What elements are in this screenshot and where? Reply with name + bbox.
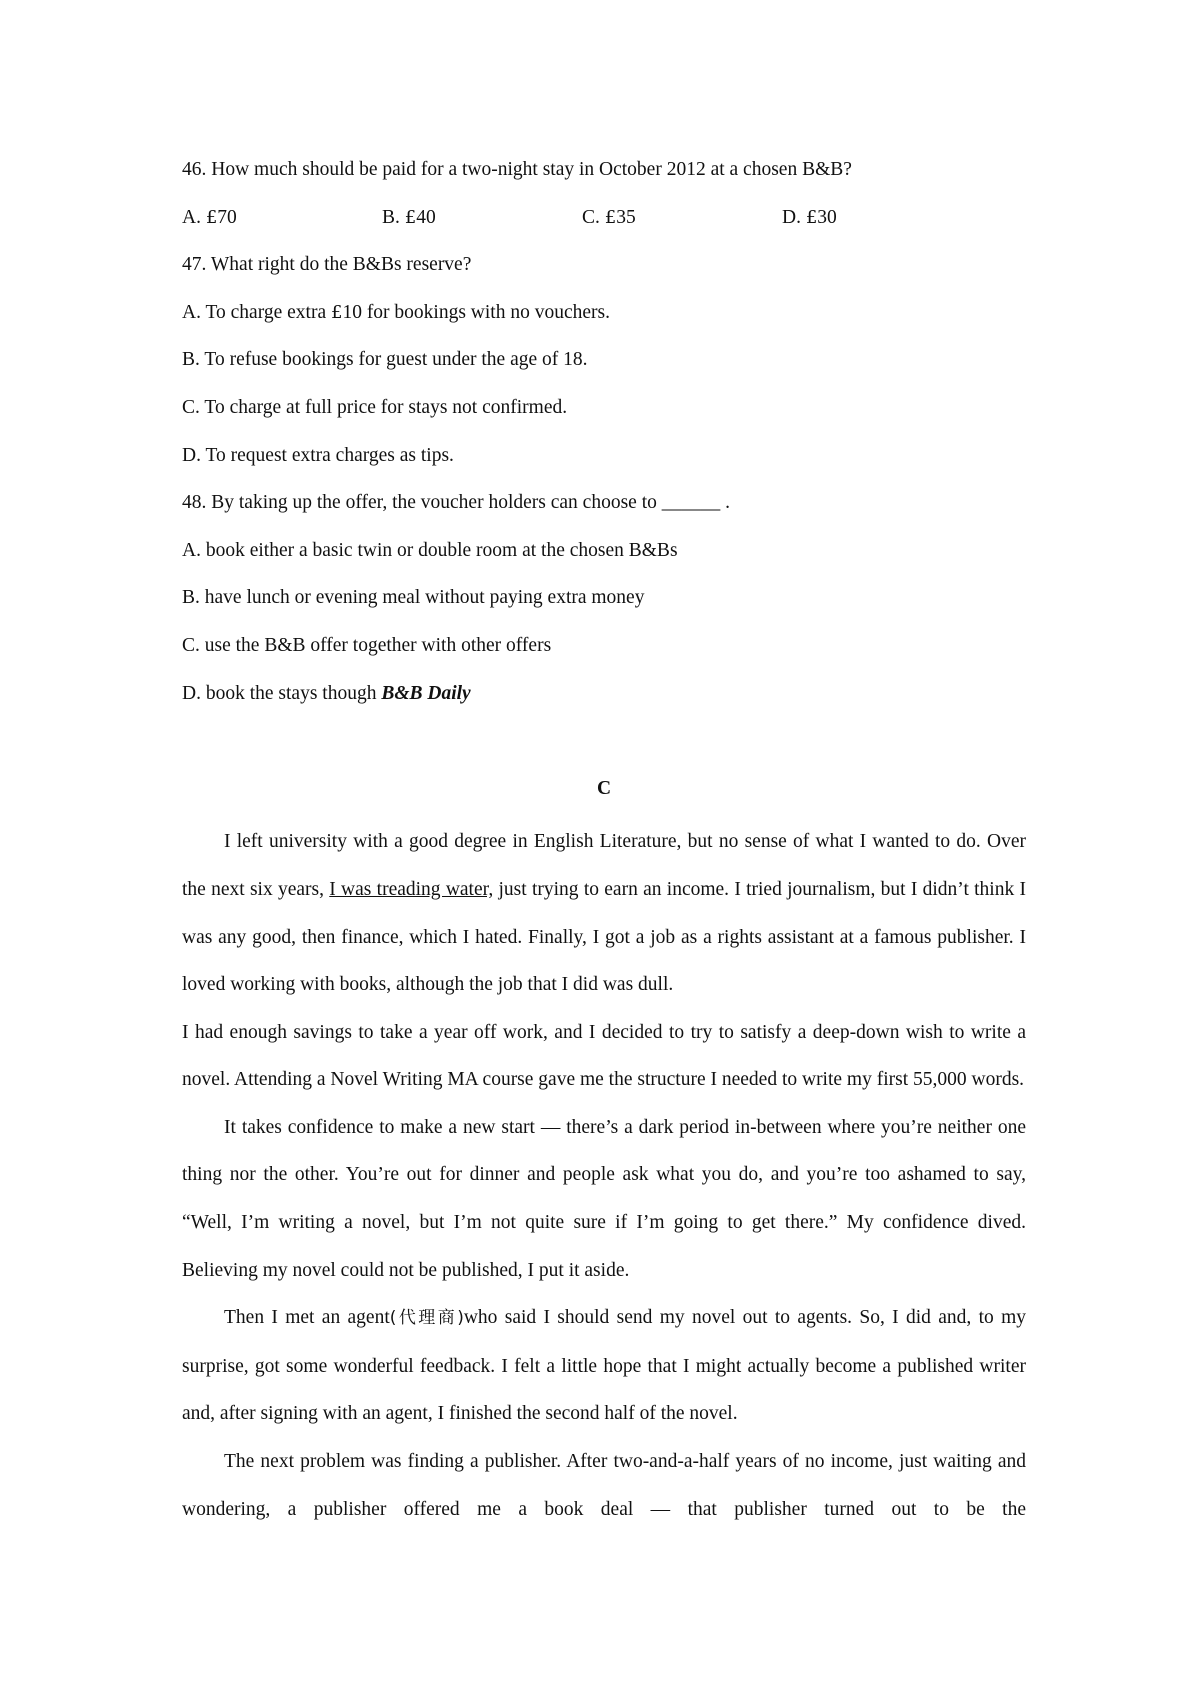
q46-option-d-currency: £ — [805, 206, 818, 228]
question-46-options — [182, 200, 1026, 248]
q46-option-b-currency: £ — [404, 206, 417, 228]
passage-p1-end: just trying to earn an income. I tried journalism, but I didn’t think I was any good, then finance, which I hated. Finally, I got a job as a rights assistant at a famous publisher. I loved working with books, although the job that I did was dull. — [182, 878, 1026, 996]
passage-p1-start: I left university with a good degree in English Literature, but no sense of what I wanted to do. Over the next six years, — [182, 831, 1026, 900]
q47-option-c: C. To charge at full price for stays not confirmed. — [182, 396, 568, 418]
q46-option-b-amount: 40 — [416, 206, 436, 228]
q46-option-d — [782, 200, 952, 248]
q46-option-d-letter: D. — [782, 206, 801, 228]
q47-option-a-text: A. To charge extra — [182, 301, 331, 323]
q46-option-c-letter: C. — [582, 206, 600, 228]
q46-option-a — [182, 200, 382, 248]
exam-page — [182, 152, 1026, 1533]
passage-paragraph-3: It takes confidence to make a new start — there’s a dark period in-between where you’re neither one thing nor the other. You’re out for dinner and people ask what you do, and you’re too ashamed to say, “Well, I’m writing a novel, but I’m not quite sure if I’m going to get there.” My confidence dived. Believing my novel could not be published, I put it aside. — [182, 1116, 1026, 1281]
question-48: 48. By taking up the offer, the voucher holders can choose to ______ . — [182, 492, 730, 514]
q47-option-a-currency: £ — [330, 301, 343, 323]
q46-option-b — [382, 200, 582, 248]
question-47: 47. What right do the B&Bs reserve? — [182, 254, 472, 276]
q46-option-c — [582, 200, 782, 248]
section-c-title: C — [596, 777, 612, 799]
q47-option-d: D. To request extra charges as tips. — [182, 444, 454, 466]
q46-option-a-amount: 70 — [217, 206, 237, 228]
passage-chinese-gloss: (代理商) — [389, 1308, 464, 1329]
passage-paragraph-1 — [182, 818, 1026, 1008]
q47-option-b: B. To refuse bookings for guest under the age of 18. — [182, 349, 588, 371]
q48-option-c: C. use the B&B offer together with other offers — [182, 634, 552, 656]
q46-option-c-currency: £ — [604, 206, 617, 228]
q48-option-d-emphasis: B&B Daily — [381, 682, 471, 704]
q48-option-b: B. have lunch or evening meal without paying extra money — [182, 587, 645, 609]
passage-p4-start: Then I met an agent — [224, 1307, 390, 1329]
q46-option-a-currency: £ — [205, 206, 218, 228]
q48-option-d-text: D. book the stays though — [182, 682, 382, 704]
q46-option-a-letter: A. — [182, 206, 201, 228]
passage-paragraph-2: I had enough savings to take a year off work, and I decided to try to satisfy a deep-down wish to write a novel. Attending a Novel Writing MA course gave me the structure I needed to write my first 55,000 words. — [182, 1021, 1026, 1091]
passage-paragraph-5: The next problem was finding a publisher. After two-and-a-half years of no income, just waiting and wondering, a publisher offered me a book deal — that publisher turned out to be the — [182, 1451, 1026, 1520]
passage-p4-end: who said I should send my novel out to agents. So, I did and, to my surprise, got some wonderful feedback. I felt a little hope that I might actually become a published writer and, after signing with an agent, I finished the second half of the novel. — [182, 1307, 1026, 1425]
q48-option-a: A. book either a basic twin or double room at the chosen B&Bs — [182, 539, 678, 561]
q46-option-d-amount: 30 — [817, 206, 837, 228]
q47-option-a-text-end: 10 for bookings with no vouchers. — [342, 301, 610, 323]
q48-option-d — [182, 676, 1026, 724]
question-46: 46. How much should be paid for a two-night stay in October 2012 at a chosen B&B? — [182, 159, 852, 180]
passage-underlined-phrase: I was treading water, — [329, 878, 494, 900]
q47-option-a — [182, 295, 1026, 343]
passage-paragraph-4 — [182, 1294, 1026, 1438]
q46-option-c-amount: 35 — [616, 206, 636, 228]
q46-option-b-letter: B. — [382, 206, 400, 228]
